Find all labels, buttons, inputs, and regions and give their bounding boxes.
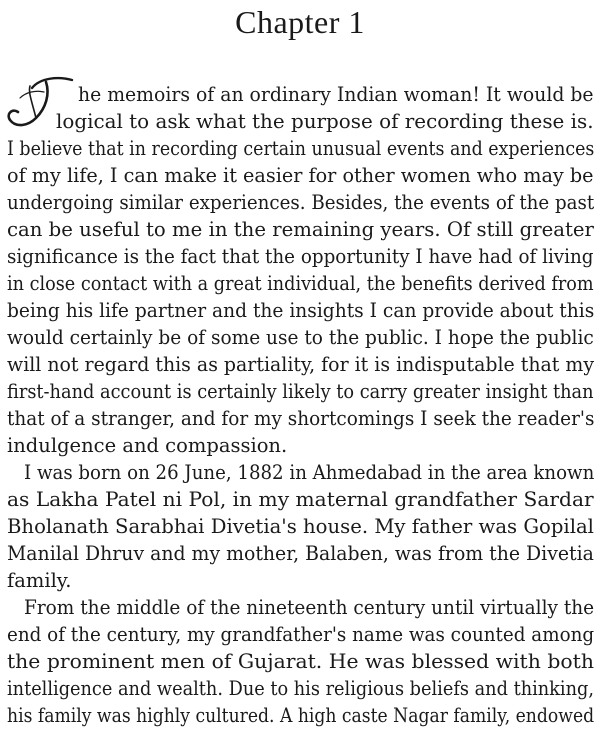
text-line: the prominent men of Gujarat. He was blessed with both <box>7 650 594 673</box>
text-line: end of the century, my grandfather's name was counted among <box>7 623 595 646</box>
text-line: Bholanath Sarabhai Divetia's house. My father was Gopilal <box>7 515 594 538</box>
text-line: being his life partner and the insights I can provide about this <box>7 299 595 322</box>
text-line: undergoing similar experiences. Besides, the events of the past <box>7 191 595 214</box>
text-line: I believe that in recording certain unusual events and experiences <box>7 137 595 160</box>
chapter-title: Chapter 1 <box>235 4 365 40</box>
text-line: intelligence and wealth. Due to his religious beliefs and thinking, <box>7 677 594 700</box>
text-line: as Lakha Patel ni Pol, in my maternal grandfather Sardar <box>7 488 594 511</box>
text-line: indulgence and compassion. <box>7 434 288 457</box>
text-line: in close contact with a great individual, the benefits derived from <box>7 272 594 295</box>
text-line: would certainly be of some use to the public. I hope the public <box>7 326 594 349</box>
text-line: family. <box>7 569 72 592</box>
text-line: will not regard this as partiality, for it is indisputable that my <box>7 353 595 376</box>
text-line: of my life, I can make it easier for other women who may be <box>7 164 594 187</box>
text-line: From the middle of the nineteenth century until virtually the <box>24 596 595 619</box>
text-line: can be useful to me in the remaining years. Of still greater <box>7 218 594 241</box>
text-line: I was born on 26 June, 1882 in Ahmedabad in the area known <box>24 461 595 484</box>
text-line: logical to ask what the purpose of recording these is. <box>56 110 594 133</box>
text-line: Manilal Dhruv and my mother, Balaben, was from the Divetia <box>7 542 594 565</box>
text-line: first-hand account is certainly likely to carry greater insight than <box>7 380 594 403</box>
text-line: his family was highly cultured. A high caste Nagar family, endowed <box>7 704 595 727</box>
text-line: that of a stranger, and for my shortcomings I seek the reader's <box>7 407 595 430</box>
text-line: he memoirs of an ordinary Indian woman! It would be <box>78 83 594 106</box>
text-line: significance is the fact that the opportunity I have had of living <box>7 245 594 268</box>
